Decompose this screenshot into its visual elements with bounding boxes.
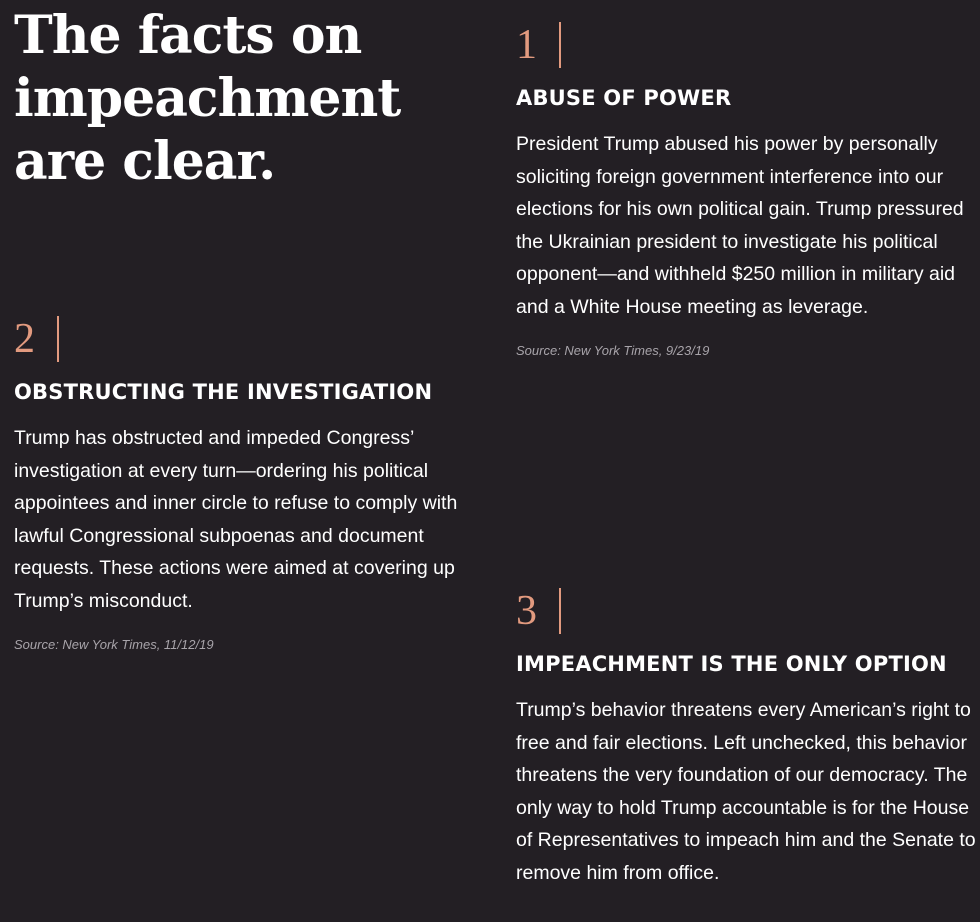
fact-number: 1: [516, 22, 537, 68]
fact-impeachment-only-option: [516, 586, 980, 890]
fact-obstructing-investigation: [14, 314, 484, 654]
fact-abuse-of-power: [516, 20, 980, 360]
fact-title: ABUSE OF POWER: [516, 86, 732, 110]
fact-number: 3: [516, 588, 537, 634]
fact-number-row: [14, 314, 484, 364]
fact-body: President Trump abused his power by personally soliciting foreign government interference into our elections for his own political gain. Trump pressured the Ukrainian president to investigate his political opponent—and withheld $250 million in military aid and a White House meeting as leverage.: [516, 133, 964, 318]
fact-title: OBSTRUCTING THE INVESTIGATION: [14, 380, 433, 404]
fact-source: Source: New York Times, 11/12/19: [14, 636, 214, 652]
fact-body: Trump has obstructed and impeded Congress’ investigation at every turn—ordering his political appointees and inner circle to refuse to comply with lawful Congressional subpoenas and document requests. These actions were aimed at covering up Trump’s misconduct.: [14, 427, 458, 612]
fact-number: 2: [14, 316, 35, 362]
number-divider: [57, 316, 59, 362]
fact-source: Source: New York Times, 9/23/19: [516, 342, 710, 358]
fact-title: IMPEACHMENT IS THE ONLY OPTION: [516, 652, 947, 676]
fact-number-row: [516, 586, 980, 636]
number-divider: [559, 22, 561, 68]
fact-body: Trump’s behavior threatens every American’s right to free and fair elections. Left unchecked, this behavior threatens the very foundation of our democracy. The only way to hold Trump accountable is for the House of Representatives to impeach him and the Senate to remove him from office.: [516, 699, 976, 884]
headline: The facts on impeachment are clear.: [14, 5, 401, 192]
number-divider: [559, 588, 561, 634]
fact-number-row: [516, 20, 980, 70]
